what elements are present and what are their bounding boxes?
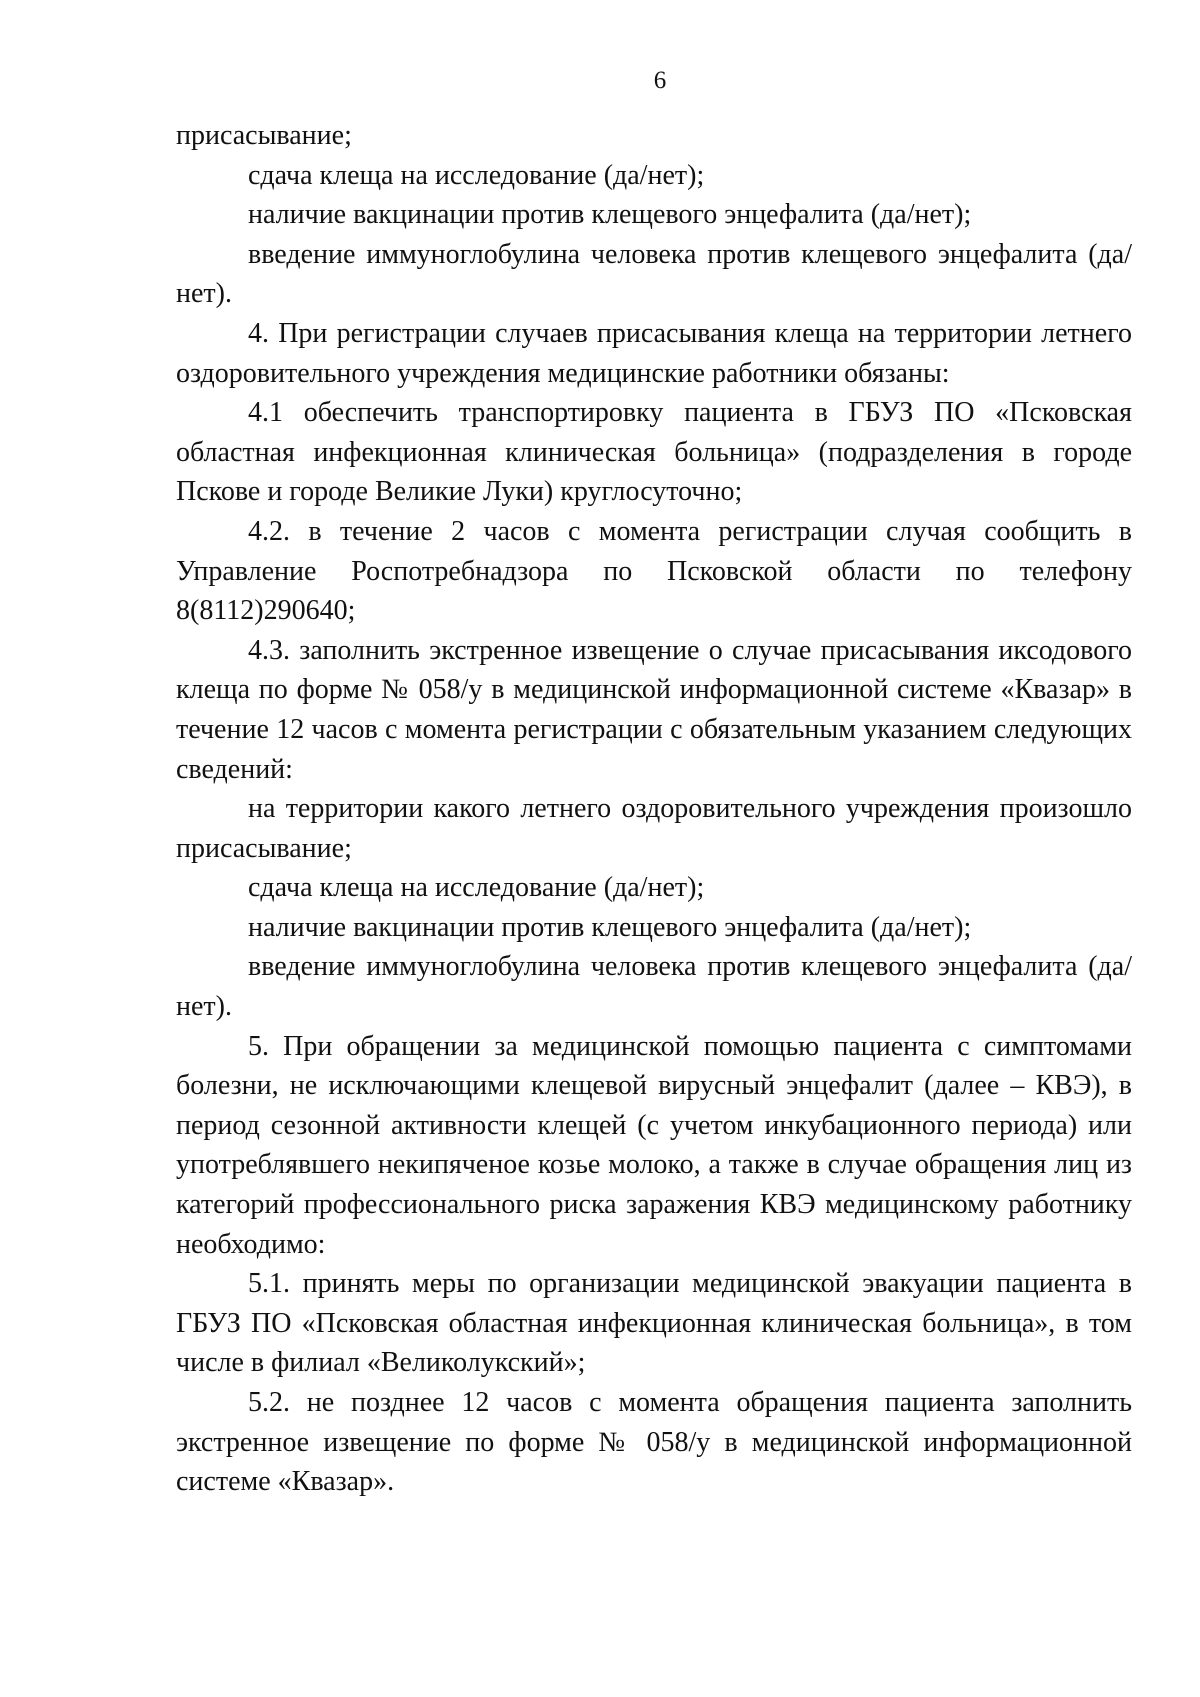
paragraph-item-4: 4. При регистрации случаев присасывания клеща на территории летнего оздоровительного учреждения медицинские работники обязаны: xyxy=(176,317,1132,389)
paragraph-item-5-2: 5.2. не позднее 12 часов с момента обращения пациента заполнить экстренное извещение по форме № 058/у в медицинской информационной системе «Квазар». xyxy=(176,1387,1132,1498)
paragraph-item-5: 5. При обращении за медицинской помощью пациента с симптомами болезни, не исключающими клещевой вирусный энцефалит (далее – КВЭ), в период сезонной активности клещей (с учетом инкубационного периода) или употреблявшего некипяченое козье молоко, а также в случае обращения лиц из категорий профессионального риска заражения КВЭ медицинскому работнику необходимо: xyxy=(176,1030,1132,1260)
page-number: 6 xyxy=(653,67,667,94)
paragraph-tick-submission: сдача клеща на исследование (да/нет); xyxy=(248,159,705,191)
paragraph-item-4-2: 4.2. в течение 2 часов с момента регистрации случая сообщить в Управление Роспотребнадзора по Псковской области по телефону 8(8112)290640; xyxy=(176,515,1132,627)
paragraph-item-4-3: 4.3. заполнить экстренное извещение о случае присасывания иксодового клеща по форме № 058/у в медицинской информационной системе «Квазар» в течение 12 часов с момента регистрации с обязательным указанием следующих сведений: xyxy=(176,634,1132,785)
document-body xyxy=(176,116,1132,1502)
paragraph-item-5-1: 5.1. принять меры по организации медицинской эвакуации пациента в ГБУЗ ПО «Псковская областная инфекционная клиническая больница», в том числе в филиал «Великолукский»; xyxy=(176,1268,1132,1379)
paragraph-continuation: присасывание; xyxy=(176,120,352,151)
paragraph-territory: на территории какого летнего оздоровительного учреждения произошло присасывание; xyxy=(176,793,1132,864)
paragraph-immunoglobulin: введение иммуноглобулина человека против клещевого энцефалита (да/нет). xyxy=(176,238,1132,310)
paragraph-immunoglobulin-2: введение иммуноглобулина человека против клещевого энцефалита (да/нет). xyxy=(176,951,1132,1023)
paragraph-tick-submission-2: сдача клеща на исследование (да/нет); xyxy=(248,872,705,904)
paragraph-vaccination: наличие вакцинации против клещевого энцефалита (да/нет); xyxy=(248,199,972,231)
paragraph-vaccination-2: наличие вакцинации против клещевого энцефалита (да/нет); xyxy=(248,911,972,943)
paragraph-item-4-1: 4.1 обеспечить транспортировку пациента в ГБУЗ ПО «Псковская областная инфекционная клиническая больница» (подразделения в городе Пскове и городе Великие Луки) круглосуточно; xyxy=(176,397,1132,508)
